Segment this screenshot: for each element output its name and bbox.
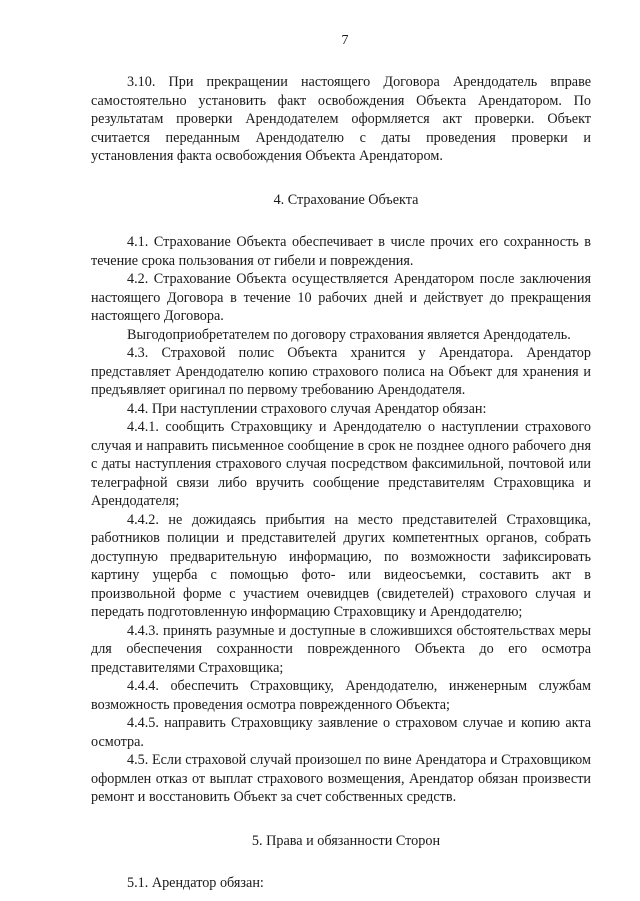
paragraph-4-4: 4.4. При наступлении страхового случая Арендатор обязан: [127,400,487,417]
paragraph-4-4-5: 4.4.5. направить Страховщику заявление о страховом случае и копию акта осмотра. [91,715,591,750]
page-number: 7 [341,33,349,48]
paragraph-4-2: 4.2. Страхование Объекта осуществляется Арендатором после заключения настоящего Договора в течение 10 рабочих дней и действует до прекращения настоящего Договора. [91,271,591,324]
paragraph-4-3: 4.3. Страховой полис Объекта хранится у Арендатора. Арендатор представляет Арендодателю копию страхового полиса на Объект для хранения и предъявляет оригинал по первому требованию Арендодателя. [91,345,591,398]
section-heading-5: 5. Права и обязанности Сторон [251,832,441,849]
paragraph-4-5: 4.5. Если страховой случай произошел по вине Арендатора и Страховщиком оформлен отказ от выплат страхового возмещения, Арендатор обязан произвести ремонт и восстановить Объект за счет собственных средств. [91,752,591,805]
paragraph-4-4-4: 4.4.4. обеспечить Страховщику, Арендодателю, инженерным службам возможность проведения осмотра поврежденного Объекта; [91,678,591,713]
section-heading-4: 4. Страхование Объекта [273,191,419,208]
paragraph-4-4-2: 4.4.2. не дожидаясь прибытия на место представителей Страховщика, работников полиции и представителей других компетентных органов, собрать доступную предварительную информацию, по возможности зафиксировать картину ущерба с помощью фото- или видеосъемки, составить акт в произвольной форме с участием очевидцев (свидетелей) страхового случая и передать подготовленную информацию Страховщику и Арендодателю; [91,511,591,620]
paragraph-5-1: 5.1. Арендатор обязан: [127,875,264,891]
paragraph-4-4-1: 4.4.1. сообщить Страховщику и Арендодателю о наступлении страхового случая и направить письменное сообщение в срок не позднее одного рабочего дня с даты наступления страхового случая посредством факсимильной, почтовой или телеграфной связи либо вручить сообщение представителям Страховщика и Арендодателя; [91,419,591,509]
paragraph-4-1: 4.1. Страхование Объекта обеспечивает в числе прочих его сохранность в течение срока пользования от гибели и повреждения. [91,234,591,269]
paragraph-3-10: 3.10. При прекращении настоящего Договора Арендодатель вправе самостоятельно установить факт освобождения Объекта Арендатором. По результатам проверки Арендодателем оформляется акт проверки. Объект считается переданным Арендодателю с даты проведения проверки и установления факта освобождения Объекта Арендатором. [91,74,591,164]
paragraph-4-4-3: 4.4.3. принять разумные и доступные в сложившихся обстоятельствах меры для обеспечения сохранности поврежденного Объекта до его осмотра представителями Страховщика; [91,622,591,676]
paragraph-beneficiary: Выгодоприобретателем по договору страхования является Арендодатель. [127,326,571,343]
